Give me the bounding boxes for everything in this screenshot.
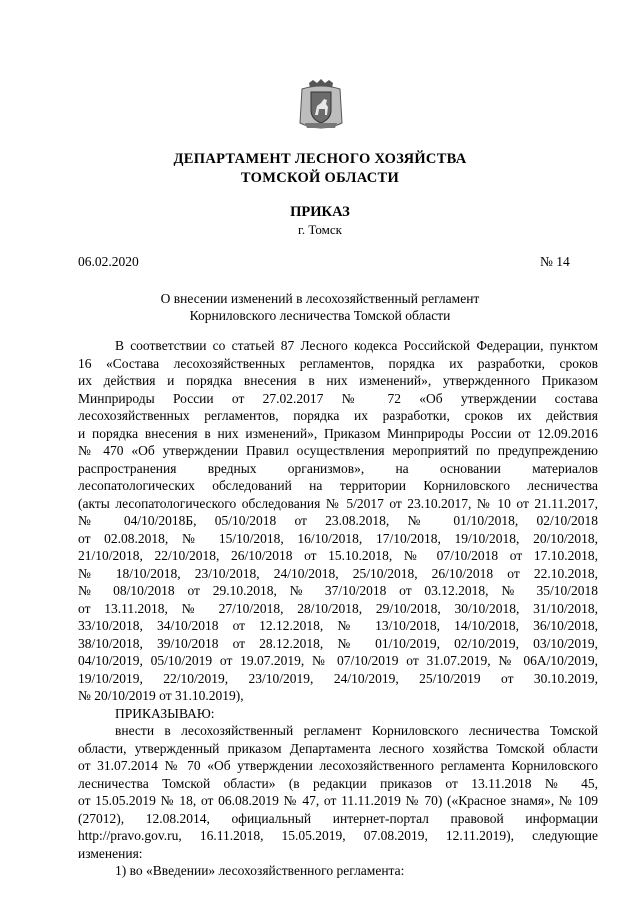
body-line: 33/10/2018, 34/10/2018 от 12.12.2018, № 13/10/2018, 14/10/2018, 36/10/2018, [78, 618, 598, 633]
body-line: лесничества Томской области» (в редакции приказов от 13.11.2018 № 45, [78, 775, 598, 791]
body-line: В соответствии со статьей 87 Лесного кодекса Российской Федерации, пунктом [115, 338, 598, 353]
body-line: распространения вредных организмов», на основании материалов [78, 460, 598, 476]
order-keyword: ПРИКАЗЫВАЮ: [115, 705, 215, 721]
body-line: внести в лесохозяйственный регламент Корниловского лесничества Томской [115, 723, 598, 738]
body-line: № 04/10/2018Б, 05/10/2018 от 23.08.2018, № 01/10/2018, 02/10/2018 [78, 513, 598, 528]
organization-name [0, 150, 640, 188]
body-line: № 20/10/2019 от 31.10.2019), [78, 688, 244, 703]
body-line: 04/10/2019, 05/10/2019 от 19.07.2019, № 07/10/2019 от 31.07.2019, № 06А/10/2019, [78, 653, 598, 668]
body-line: (27012), 12.08.2014, официальный интернет-портал правовой информации [78, 810, 598, 826]
document-body [78, 337, 598, 880]
body-line: 21/10/2018, 22/10/2018, 26/10/2018 от 15.10.2018, № 07/10/2018 от 17.10.2018, [78, 548, 598, 563]
body-line: (акты лесопатологического обследования № 5/2017 от 23.10.2017, № 10 от 21.11.2017, [78, 495, 598, 511]
body-line: 19/10/2019, 22/10/2019, 23/10/2019, 24/10/2019, 25/10/2019 от 30.10.2019, [78, 670, 598, 686]
body-line: от 15.05.2019 № 18, от 06.08.2019 № 47, от 11.11.2019 № 70) («Красное знамя», № 109 [78, 793, 598, 808]
body-line: и порядка внесения в них изменений», Приказом Минприроды России от 12.09.2016 [78, 425, 598, 441]
subject-line2: Корниловского лесничества Томской области [189, 308, 451, 323]
body-line: 1) во «Введении» лесохозяйственного регламента: [115, 863, 405, 878]
subject-line1: О внесении изменений в лесохозяйственный регламент [160, 291, 480, 306]
body-line: 16 «Состава лесохозяйственных регламентов, порядка их разработки, сроков [78, 355, 598, 371]
document-type: ПРИКАЗ [290, 204, 350, 220]
body-line: изменения: [78, 845, 143, 861]
body-line: http://pravo.gov.ru, 16.11.2018, 15.05.2019, 07.08.2019, 12.11.2019), следующие [78, 828, 598, 843]
body-line: от 13.11.2018, № 27/10/2018, 28/10/2018, 29/10/2018, 30/10/2018, 31/10/2018, [78, 600, 598, 616]
body-line: 38/10/2018, 39/10/2018 от 28.12.2018, № 01/10/2019, 02/10/2019, 03/10/2019, [78, 635, 598, 651]
body-line: их действия и порядка внесения в них изменений», утвержденного Приказом [78, 373, 598, 388]
document-city: г. Томск [298, 222, 342, 237]
document-number: № 14 [540, 254, 570, 269]
coat-of-arms-emblem [299, 79, 343, 133]
document-subject [0, 290, 640, 324]
organization-name-line2: ТОМСКОЙ ОБЛАСТИ [240, 170, 400, 186]
body-line: лесохозяйственных регламентов, порядка их разработки, сроков их действия [78, 408, 598, 423]
body-line: области, утвержденный приказом Департамента лесного хозяйства Томской области [78, 740, 598, 756]
body-line: от 02.08.2018, № 15/10/2018, 16/10/2018, 17/10/2018, 19/10/2018, 20/10/2018, [78, 530, 598, 546]
body-line: лесопатологических обследований на территории Корниловского лесничества [78, 478, 598, 493]
organization-name-line1: ДЕПАРТАМЕНТ ЛЕСНОГО ХОЗЯЙСТВА [173, 151, 467, 167]
body-line: № 470 «Об утверждении Правил осуществления мероприятий по предупреждению [78, 443, 598, 458]
document-date: 06.02.2020 [78, 254, 139, 269]
body-line: Минприроды России от 27.02.2017 № 72 «Об утверждении состава [78, 390, 598, 406]
body-line: № 08/10/2018 от 29.10.2018, № 37/10/2018 от 03.12.2018, № 35/10/2018 [78, 583, 598, 598]
body-line: № 18/10/2018, 23/10/2018, 24/10/2018, 25/10/2018, 26/10/2018 от 22.10.2018, [78, 565, 598, 581]
body-line: от 31.07.2014 № 70 «Об утверждении лесохозяйственного регламента Корниловского [78, 758, 598, 773]
